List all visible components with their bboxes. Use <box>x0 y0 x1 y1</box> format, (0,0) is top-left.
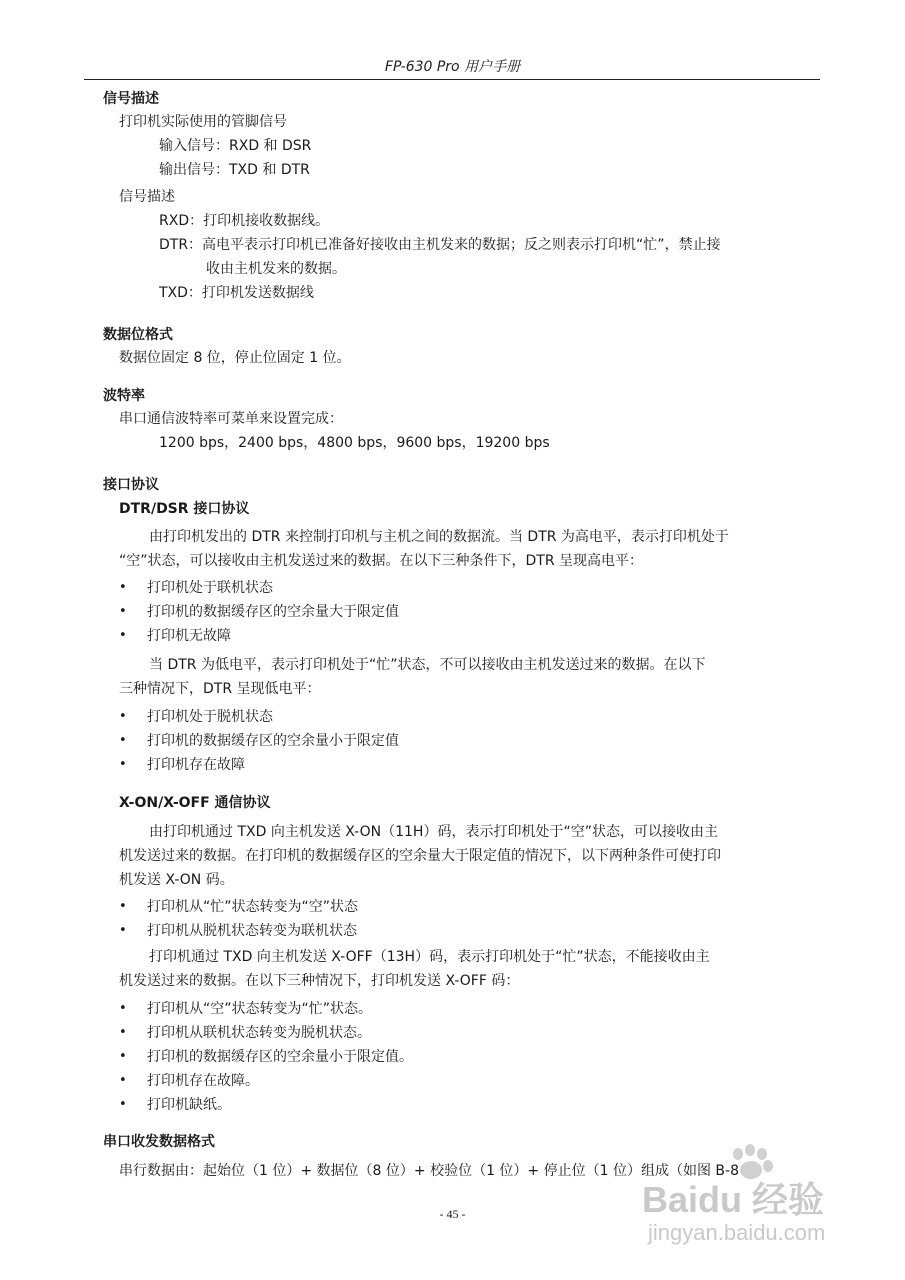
dtr-para2-line1: 当 DTR 为低电平，表示打印机处于“忙”状态，不可以接收由主机发送过来的数据。在以下 <box>149 657 706 673</box>
watermark-site: jingyan.baidu.com <box>648 1220 826 1245</box>
databits-text: 数据位固定 8 位，停止位固定 1 位。 <box>119 350 351 366</box>
paw-icon <box>733 1144 773 1179</box>
signal-rxd: RXD：打印机接收数据线。 <box>159 213 330 229</box>
bullet-marker: • <box>119 1097 127 1112</box>
section-heading-serial: 串口收发数据格式 <box>103 1134 215 1150</box>
list-item: 打印机从联机状态转变为脱机状态。 <box>147 1025 371 1041</box>
bullet-marker: • <box>119 923 127 938</box>
signal-txd: TXD：打印机发送数据线 <box>159 285 314 301</box>
signal-output: 输出信号：TXD 和 DTR <box>159 162 310 178</box>
page-header-title: FP-630 Pro 用户手册 <box>384 59 521 75</box>
signal-desc-label: 信号描述 <box>119 189 175 205</box>
xon-para-line2: 机发送过来的数据。在打印机的数据缓存区的空余量大于限定值的情况下，以下两种条件可使打印 <box>119 848 721 864</box>
xoff-para-line1: 打印机通过 TXD 向主机发送 X-OFF（13H）码，表示打印机处于“忙”状态，不能接收由主 <box>149 949 710 965</box>
section-heading-protocol: 接口协议 <box>103 477 159 493</box>
baud-rates: 1200 bps，2400 bps，4800 bps，9600 bps，19200 bps <box>159 435 550 451</box>
header-rule <box>84 79 820 80</box>
bullet-marker: • <box>119 709 127 724</box>
bullet-marker: • <box>119 733 127 748</box>
section-heading-databits: 数据位格式 <box>103 327 173 343</box>
section-heading-signal: 信号描述 <box>103 91 159 107</box>
baidu-watermark-logo <box>638 1140 838 1260</box>
list-item: 打印机的数据缓存区的空余量小于限定值 <box>147 733 399 749</box>
bullet-marker: • <box>119 580 127 595</box>
list-item: 打印机从“忙”状态转变为“空”状态 <box>147 899 359 915</box>
subheading-xon-xoff: X-ON/X-OFF 通信协议 <box>119 795 271 811</box>
watermark-brand: Baidu 经验 <box>642 1179 825 1220</box>
dtr-para1-line2: “空”状态，可以接收由主机发送过来的数据。在以下三种条件下，DTR 呈现高电平： <box>119 553 644 569</box>
section-heading-baud: 波特率 <box>103 388 145 404</box>
bullet-marker: • <box>119 604 127 619</box>
list-item: 打印机存在故障。 <box>147 1073 259 1089</box>
signal-pins-intro: 打印机实际使用的管脚信号 <box>119 114 287 130</box>
dtr-para1-line1: 由打印机发出的 DTR 来控制打印机与主机之间的数据流。当 DTR 为高电平，表示打印机处于 <box>149 529 729 545</box>
list-item: 打印机处于脱机状态 <box>147 709 273 725</box>
list-item: 打印机的数据缓存区的空余量大于限定值 <box>147 604 399 620</box>
xon-para-line1: 由打印机通过 TXD 向主机发送 X-ON（11H）码，表示打印机处于“空”状态，可以接收由主 <box>149 824 718 840</box>
list-item: 打印机从脱机状态转变为联机状态 <box>147 923 357 939</box>
list-item: 打印机从“空”状态转变为“忙”状态。 <box>147 1001 373 1017</box>
list-item: 打印机的数据缓存区的空余量小于限定值。 <box>147 1049 413 1065</box>
bullet-marker: • <box>119 1073 127 1088</box>
xon-para-line3: 机发送 X-ON 码。 <box>119 872 234 888</box>
page-number: - 45 - <box>439 1207 466 1221</box>
bullet-marker: • <box>119 899 127 914</box>
bullet-marker: • <box>119 628 127 643</box>
serial-text: 串行数据由：起始位（1 位）+ 数据位（8 位）+ 校验位（1 位）+ 停止位（1 位）组成（如图 B-8 <box>119 1163 739 1179</box>
signal-dtr-line2: 收由主机发来的数据。 <box>206 261 346 277</box>
signal-input: 输入信号：RXD 和 DSR <box>159 138 312 154</box>
subheading-dtr-dsr: DTR/DSR 接口协议 <box>119 501 250 517</box>
baud-text: 串口通信波特率可菜单来设置完成： <box>119 411 343 427</box>
bullet-marker: • <box>119 1049 127 1064</box>
xoff-para-line2: 机发送过来的数据。在以下三种情况下，打印机发送 X-OFF 码： <box>119 973 520 989</box>
list-item: 打印机缺纸。 <box>147 1097 231 1113</box>
list-item: 打印机存在故障 <box>147 757 245 773</box>
signal-dtr-line1: DTR：高电平表示打印机已准备好接收由主机发来的数据；反之则表示打印机“忙”，禁止接 <box>159 237 721 253</box>
bullet-marker: • <box>119 1025 127 1040</box>
list-item: 打印机处于联机状态 <box>147 580 273 596</box>
bullet-marker: • <box>119 1001 127 1016</box>
dtr-para2-line2: 三种情况下，DTR 呈现低电平： <box>119 681 321 697</box>
list-item: 打印机无故障 <box>147 628 231 644</box>
bullet-marker: • <box>119 757 127 772</box>
